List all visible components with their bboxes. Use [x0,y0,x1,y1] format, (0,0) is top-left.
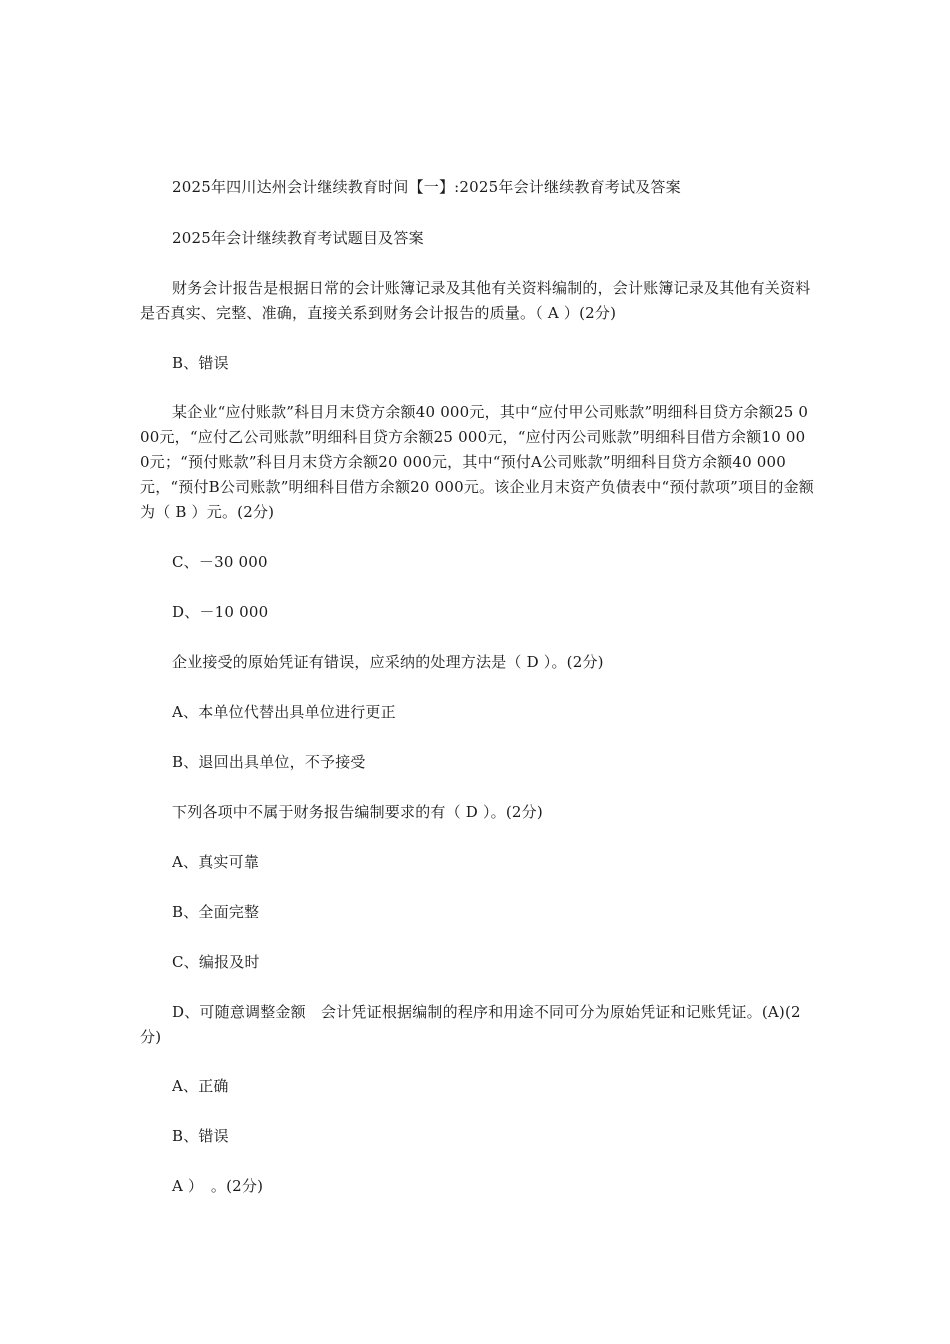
question-paragraph: 企业接受的原始凭证有错误，应采纳的处理方法是（ D ）。(2分) [172,653,604,671]
answer-fragment: A ） 。(2分) [172,1177,264,1195]
answer-option: C、－30 000 [172,553,268,571]
answer-option: B、退回出具单位，不予接受 [172,753,366,771]
answer-option: D、－10 000 [172,603,269,621]
question-paragraph: 财务会计报告是根据日常的会计账簿记录及其他有关资料编制的，会计账簿记录及其他有关资料是否真实、完整、准确，直接关系到财务会计报告的质量。（ A ）(2分) [140,279,811,322]
section-heading: 2025年会计继续教育考试题目及答案 [172,229,424,247]
answer-option: A、本单位代替出具单位进行更正 [172,703,396,721]
question-paragraph: 某企业“应付账款”科目月末贷方余额40 000元，其中“应付甲公司账款”明细科目贷方余额25 000元，“应付乙公司账款”明细科目贷方余额25 000元，“应付丙公司账款”明细科目借方余额10 000元；“预付账款”科目月末贷方余额20 000元，其中“预付A公司账款”明细科目贷方余额40 000元，“预付B公司账款”明细科目借方余额20 000元。该企业月末资产负债表中“预付款项”项目的金额为（ B ）元。(2分) [140,403,814,521]
answer-option: B、全面完整 [172,903,260,921]
document-title: 2025年四川达州会计继续教育时间【一】:2025年会计继续教育考试及答案 [172,178,681,196]
answer-option: A、真实可靠 [172,853,260,871]
question-paragraph: 下列各项中不属于财务报告编制要求的有（ D ）。(2分) [172,803,543,821]
question-paragraph: D、可随意调整金额 会计凭证根据编制的程序和用途不同可分为原始凭证和记账凭证。(A)(2分) [140,1003,801,1046]
answer-option: B、错误 [172,1127,229,1145]
answer-option: C、编报及时 [172,953,260,971]
answer-option: A、正确 [172,1077,229,1095]
answer-option: B、错误 [172,354,229,372]
